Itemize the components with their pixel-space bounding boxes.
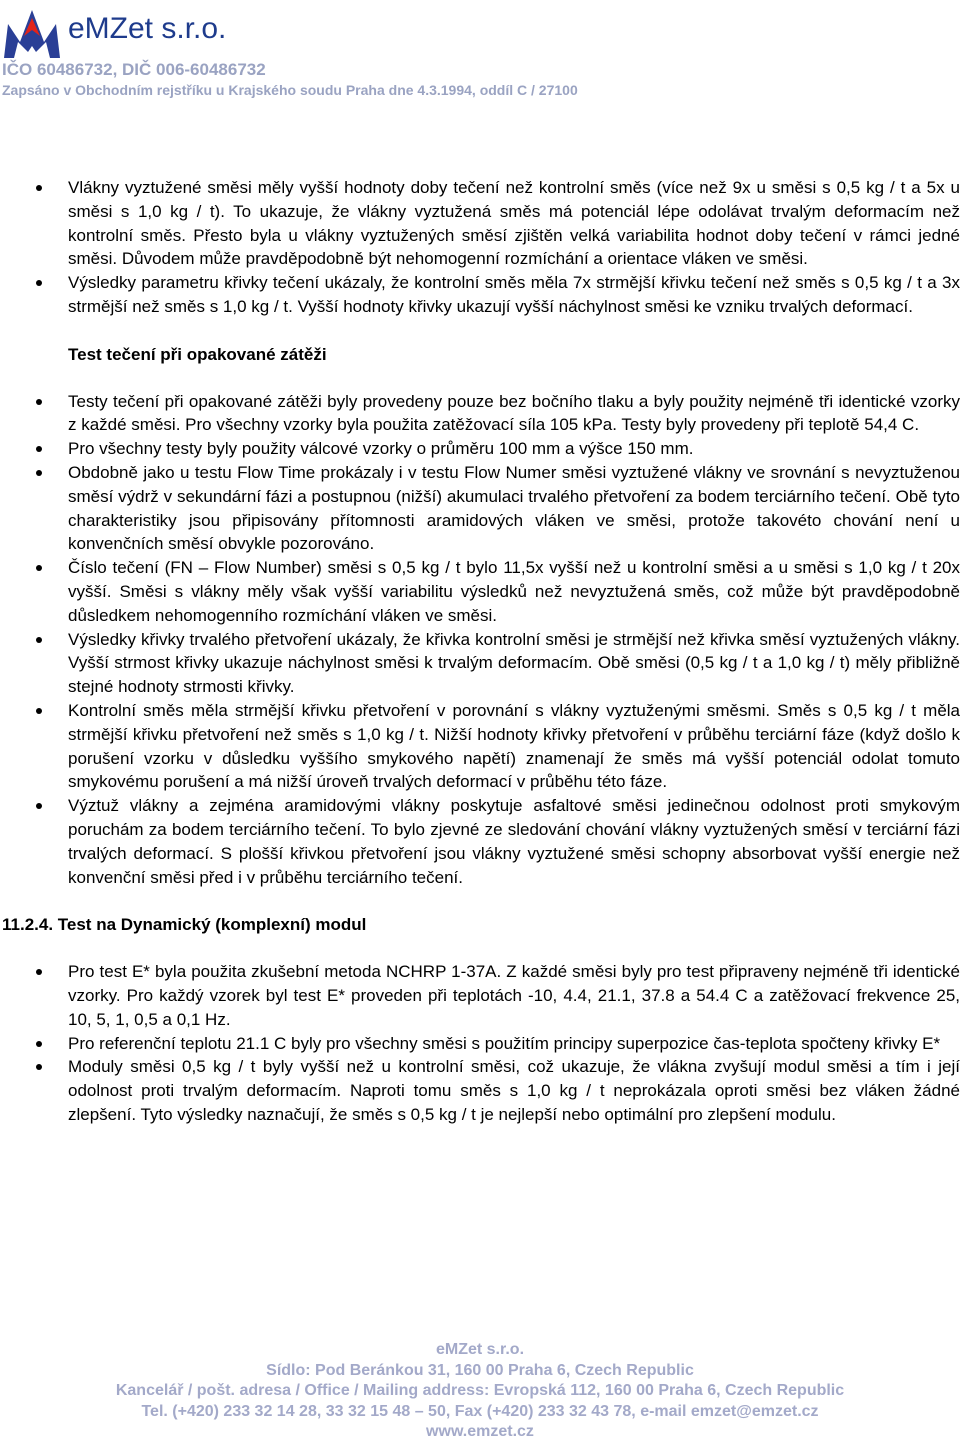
list-item: Pro všechny testy byly použity válcové vzorky o průměru 100 mm a výšce 150 mm. [0,437,960,461]
list-item: Obdobně jako u testu Flow Time prokázaly i v testu Flow Numer směsi vyztužené vlákny ve srovnání s nevyztuženou směsí výdrž v sekundární fázi a postupnou (nižší) akumulaci trvalého přetvoření za bodem terciárního tečení. Obě tyto charakteristiky jsou připisovány přítomnosti aramidových vláken ve směsi, protože takovéto chování není u konvenčních směsí obvykle pozorováno. [0,461,960,556]
company-name: eMZet s.r.o. [68,12,227,45]
section-heading-dynamic-modulus: 11.2.4. Test na Dynamický (komplexní) modul [2,915,367,935]
list-item: Kontrolní směs měla strmější křivku přetvoření v porovnání s vlákny vyztuženými směsmi. Směs s 0,5 kg / t měla strmější křivku přetvoření než směs s 1,0 kg / t. Nižší hodnoty křivky přetvoření v průběhu terciární fáze (když došlo k porušení vzorku v důsledku vyššího smykového napětí) znamenají že směs má vyšší potenciál odolat tomuto smykovému porušení a má nižší úroveň trvalých deformací v průběhu této fáze. [0,699,960,794]
list-item: Pro test E* byla použita zkušební metoda NCHRP 1-37A. Z každé směsi byly pro test připraveny nejméně tři identické vzorky. Pro každý vzorek byl test E* proveden při teplotách -10, 4.4, 21.1, 37.8 a 54.4 C a zatěžovací frekvence 25, 10, 5, 1, 0,5 a 0,1 Hz. [0,960,960,1031]
company-logo-icon [2,6,62,60]
list-item: Pro referenční teplotu 21.1 C byly pro všechny směsi s použitím principy superpozice čas-teplota spočteny křivky E* [0,1032,960,1056]
footer-office: Kancelář / pošt. adresa / Office / Mailing address: Evropská 112, 160 00 Praha 6, Czech Republic [115,1382,845,1399]
list-item: Výsledky parametru křivky tečení ukázaly, že kontrolní směs měla 7x strmější křivku tečení než směs s 0,5 kg / t a 3x strmější než směs s 1,0 kg / t. Vyšší hodnoty křivky ukazují vyšší náchylnost směsi ke vzniku trvalých deformací. [0,271,960,319]
footer-company: eMZet s.r.o. [435,1341,525,1358]
bullet-list-repeated-load [0,390,960,890]
list-item: Testy tečení při opakované zátěži byly provedeny pouze bez bočního tlaku a byly použity nejméně tři identické vzorky z každé směsi. Pro všechny vzorky byla použita zatěžovací síla 105 kPa. Testy byly provedeny při teplotě 54,4 C. [0,390,960,438]
list-item: Výsledky křivky trvalého přetvoření ukázaly, že křivka kontrolní směsi je strmější než křivka směsí vyztužených vlákny. Vyšší strmost křivky ukazuje náchylnost směsi k trvalým deformacím. Obě směsi (0,5 kg / t a 1,0 kg / t) měly přibližně stejné hodnoty strmosti křivky. [0,628,960,699]
company-id-line: IČO 60486732, DIČ 006-60486732 [2,60,266,79]
page-footer [0,1340,960,1443]
bullet-list-results [0,176,960,319]
footer-web: www.emzet.cz [426,1423,534,1440]
bullet-list-dynamic-modulus [0,960,960,1127]
document-body [0,176,960,1127]
letterhead [0,0,960,100]
list-item: Vlákny vyztužené směsi měly vyšší hodnoty doby tečení než kontrolní směs (více než 9x u směsi s 0,5 kg / t a 5x u směsi s 1,0 kg / t). To ukazuje, že vlákny vyztužená směs má potenciál lépe odolávat trvalým deformacím než kontrolní směs. Přesto byla u vlákny vyztužených směsí zjištěn velká variabilita hodnot doby tečení v rámci jedné směsi. Důvodem může pravděpodobně být nehomogenní rozmíchání a orientace vláken ve směsi. [0,176,960,271]
list-item: Moduly směsi 0,5 kg / t byly vyšší než u kontrolní směsi, což ukazuje, že vlákna zvyšují modul směsi a tím i její odolnost proti trvalým deformacím. Naproti tomu směs s 1,0 kg / t neprokázala oproti směsi bez vláken žádné zlepšení. Tyto výsledky naznačují, že směs s 0,5 kg / t je nejlepší nebo optimální pro zlepšení modulu. [0,1055,960,1126]
footer-contact: Tel. (+420) 233 32 14 28, 33 32 15 48 – 50, Fax (+420) 233 32 43 78, e-mail emzet@emzet.cz [141,1402,819,1420]
footer-seat: Sídlo: Pod Beránkou 31, 160 00 Praha 6, Czech Republic [266,1361,694,1379]
registry-line: Zapsáno v Obchodním rejstříku u Krajského soudu Praha dne 4.3.1994, oddíl C / 27100 [2,82,578,98]
section-heading-repeated-load: Test tečení při opakované zátěži [68,344,327,364]
list-item: Číslo tečení (FN – Flow Number) směsi s 0,5 kg / t bylo 11,5x vyšší než u kontrolní směsi a u směsi s 1,0 kg / t 20x vyšší. Směsi s vlákny měly však vyšší variabilitu výsledků než nevyztužená směs, což může být pravděpodobně důsledkem nehomogenního rozmíchání vláken ve směsi. [0,556,960,627]
list-item: Výztuž vlákny a zejména aramidovými vlákny poskytuje asfaltové směsi jedinečnou odolnost proti smykovým poruchám za bodem terciárního tečení. To bylo zjevné ze sledování chování vlákny vyztužených směsí v terciární fázi trvalých deformací. S plošší křivkou přetvoření jsou vlákny vyztužené směsi schopny absorbovat vyšší energie než konvenční směsi před i v průběhu terciárního tečení. [0,794,960,889]
